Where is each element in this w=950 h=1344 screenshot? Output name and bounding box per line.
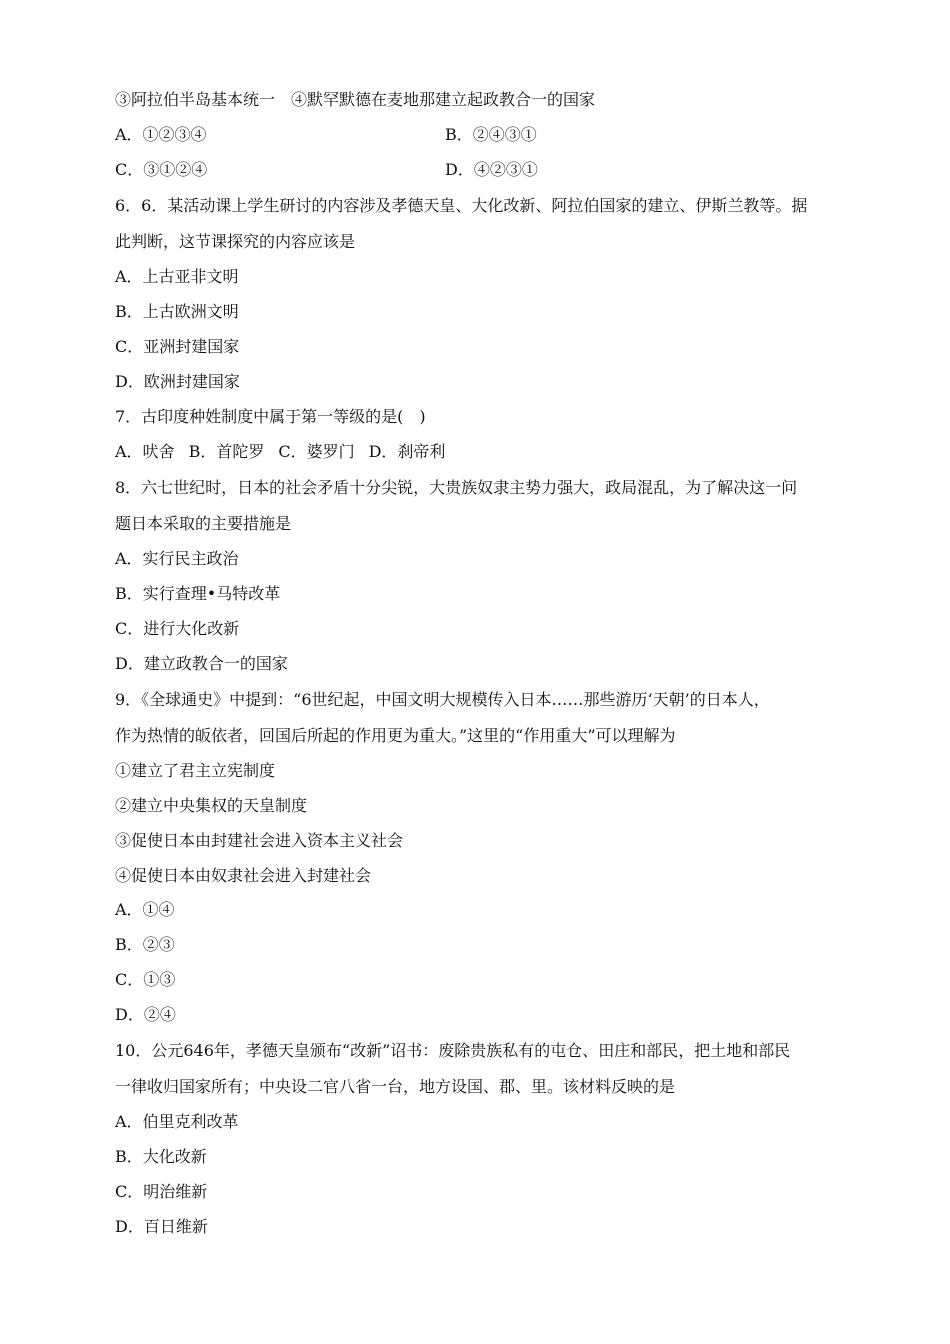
q5-option-d: D．④②③① [445,160,538,179]
q9-statement-2: ②建立中央集权的天皇制度 [115,796,308,815]
q8-stem-line2: 题日本采取的主要措施是 [115,514,292,533]
q9-option-c: C．①③ [115,970,176,989]
q6-option-b: B．上古欧洲文明 [115,302,239,321]
q9-option-d: D．②④ [115,1005,176,1024]
q7-options-row [115,442,445,462]
q6-option-c: C．亚洲封建国家 [115,337,240,356]
q9-stem-line2: 作为热情的皈依者，回国后所起的作用更为重大。”这里的“作用重大”可以理解为 [115,726,676,745]
q5-option-a: A．①②③④ [115,125,207,144]
q7-option-b: B．首陀罗 [188,442,265,461]
q8-option-d: D．建立政教合一的国家 [115,654,288,673]
q8-option-c: C．进行大化改新 [115,619,240,638]
q8-stem-line1: 8．六七世纪时，日本的社会矛盾十分尖锐，大贵族奴隶主势力强大，政局混乱，为了解决这一问 [115,478,798,497]
q10-option-b: B．大化改新 [115,1147,207,1166]
q5-option-b: B．②④③① [445,125,537,144]
q10-stem-line2: 一律收归国家所有；中央设二官八省一台，地方设国、郡、里。该材料反映的是 [115,1077,676,1096]
q9-option-b: B．②③ [115,935,175,954]
q9-statement-3: ③促使日本由封建社会进入资本主义社会 [115,831,404,850]
q8-option-a: A．实行民主政治 [115,549,239,568]
q10-option-c: C．明治维新 [115,1182,208,1201]
q6-stem-line2: 此判断，这节课探究的内容应该是 [115,232,356,251]
q10-option-a: A．伯里克利改革 [115,1112,239,1131]
q7-stem: 7．古印度种姓制度中属于第一等级的是( ) [115,407,426,426]
q10-stem-line1: 10．公元646年，孝德天皇颁布“改新”诏书：废除贵族私有的屯仓、田庄和部民，把土地和部民 [115,1041,791,1060]
q9-statement-4: ④促使日本由奴隶社会进入封建社会 [115,866,372,885]
q7-option-d: D．刹帝利 [368,442,446,461]
q10-option-d: D．百日维新 [115,1217,208,1236]
q8-option-b: B．实行查理•马特改革 [115,584,281,603]
q6-option-a: A．上古亚非文明 [115,267,239,286]
q9-stem-line1: 9．《全球通史》中提到：“6世纪起，中国文明大规模传入日本……那些游历‘天朝’的日本人， [115,690,770,709]
q9-statement-1: ①建立了君主立宪制度 [115,761,276,780]
q5-option-c: C．③①②④ [115,160,208,179]
q6-stem-line1: 6．6．某活动课上学生研讨的内容涉及孝德天皇、大化改新、阿拉伯国家的建立、伊斯兰教等。据 [115,196,808,215]
q6-option-d: D．欧洲封建国家 [115,372,240,391]
q9-option-a: A．①④ [115,900,175,919]
q7-option-c: C．婆罗门 [278,442,355,461]
q7-option-a: A．吠舍 [115,442,175,461]
q5-statement-tail: ③阿拉伯半岛基本统一 ④默罕默德在麦地那建立起政教合一的国家 [115,90,596,109]
